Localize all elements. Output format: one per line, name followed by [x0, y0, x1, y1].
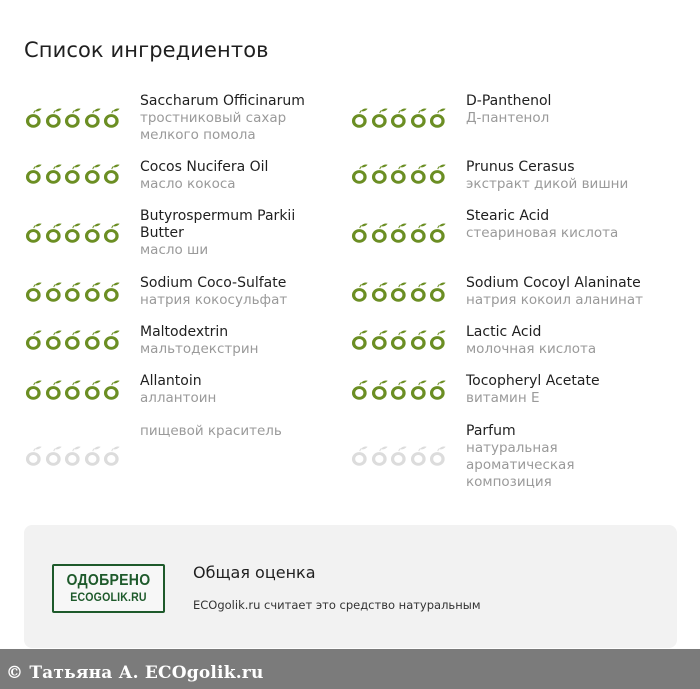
ingredient-description: пищевой краситель — [140, 423, 282, 439]
olive-icon — [389, 222, 409, 244]
olive-icon — [409, 222, 429, 244]
olive-icon — [24, 163, 44, 185]
ingredient-description: экстракт дикой вишни — [466, 176, 629, 192]
olive-icon — [63, 163, 83, 185]
ingredient-description: масло кокоса — [140, 176, 236, 192]
olive-icon — [409, 445, 429, 467]
olive-icon — [63, 107, 83, 129]
olive-icon — [409, 163, 429, 185]
olive-icon — [370, 222, 390, 244]
olive-icon — [83, 163, 103, 185]
ingredient-description: тростниковый сахар мелкого помола — [140, 110, 287, 143]
olive-icon — [370, 329, 390, 351]
ingredient-rating — [350, 222, 448, 244]
ingredient-description: натрия кокосульфат — [140, 292, 288, 308]
badge-line-1: ОДОБРЕНО — [66, 572, 151, 589]
ingredient-rating — [350, 445, 448, 467]
olive-icon — [409, 281, 429, 303]
ingredient-name: D-Panthenol — [466, 93, 552, 109]
ingredient-rating — [350, 379, 448, 401]
ingredient-name: Tocopheryl Acetate — [466, 373, 600, 389]
ingredient-description: стеариновая кислота — [466, 225, 619, 241]
ingredient-description: натуральная ароматическая композиция — [466, 440, 575, 490]
olive-icon — [44, 163, 64, 185]
ingredient-name: Lactic Acid — [466, 324, 542, 340]
olive-icon — [370, 445, 390, 467]
ingredient-text — [466, 324, 676, 358]
olive-icon — [83, 329, 103, 351]
olive-icon — [63, 329, 83, 351]
olive-icon — [370, 281, 390, 303]
olive-icon — [389, 329, 409, 351]
olive-icon — [63, 222, 83, 244]
ingredient-name: Sodium Coco-Sulfate — [140, 275, 287, 291]
ingredient-name: Maltodextrin — [140, 324, 229, 340]
page-title: Список ингредиентов — [24, 38, 269, 62]
ingredient-rating — [350, 163, 448, 185]
olive-icon — [63, 379, 83, 401]
olive-icon — [102, 107, 122, 129]
olive-icon — [350, 222, 370, 244]
approved-badge — [52, 564, 165, 613]
ingredient-description: Д-пантенол — [466, 110, 550, 126]
olive-icon — [350, 329, 370, 351]
badge-line-2: ECOGOLIK.RU — [70, 590, 147, 604]
ingredient-name: Butyrospermum Parkii Butter — [140, 208, 296, 241]
ingredient-name: Allantoin — [140, 373, 202, 389]
olive-icon — [44, 222, 64, 244]
ingredient-text — [140, 373, 350, 407]
ingredient-description: аллантоин — [140, 390, 217, 406]
olive-icon — [102, 329, 122, 351]
ingredient-text — [466, 275, 676, 309]
olive-icon — [389, 379, 409, 401]
olive-icon — [63, 445, 83, 467]
olive-icon — [389, 445, 409, 467]
olive-icon — [63, 281, 83, 303]
olive-icon — [389, 281, 409, 303]
olive-icon — [83, 445, 103, 467]
olive-icon — [409, 329, 429, 351]
olive-icon — [44, 329, 64, 351]
ingredient-description: натрия кокоил аланинат — [466, 292, 643, 308]
olive-icon — [24, 281, 44, 303]
olive-icon — [428, 329, 448, 351]
ingredient-text — [140, 208, 312, 259]
ingredient-rating — [350, 329, 448, 351]
olive-icon — [24, 222, 44, 244]
olive-icon — [428, 379, 448, 401]
ingredient-name: Saccharum Officinarum — [140, 93, 305, 109]
ingredient-description: масло ши — [140, 242, 209, 258]
olive-icon — [102, 445, 122, 467]
ingredient-text — [140, 159, 350, 193]
olive-icon — [389, 107, 409, 129]
olive-icon — [428, 107, 448, 129]
overall-rating-text: ECOgolik.ru считает это средство натуральным — [193, 598, 481, 612]
ingredient-text — [140, 324, 350, 358]
ingredient-name: Sodium Cocoyl Alaninate — [466, 275, 641, 291]
ingredient-rating — [24, 445, 122, 467]
olive-icon — [44, 445, 64, 467]
olive-icon — [83, 379, 103, 401]
ingredient-rating — [24, 107, 122, 129]
olive-icon — [428, 163, 448, 185]
watermark-bar — [0, 649, 700, 689]
olive-icon — [83, 281, 103, 303]
ingredient-text — [466, 423, 591, 491]
ingredient-rating — [24, 222, 122, 244]
olive-icon — [350, 281, 370, 303]
olive-icon — [24, 329, 44, 351]
olive-icon — [24, 107, 44, 129]
overall-rating-card — [24, 525, 677, 648]
ingredient-text — [466, 93, 676, 127]
olive-icon — [102, 379, 122, 401]
olive-icon — [102, 222, 122, 244]
olive-icon — [428, 445, 448, 467]
ingredient-text — [140, 93, 310, 144]
ingredient-rating — [24, 379, 122, 401]
ingredient-description: молочная кислота — [466, 341, 597, 357]
olive-icon — [409, 379, 429, 401]
olive-icon — [350, 107, 370, 129]
ingredient-name: Cocos Nucifera Oil — [140, 159, 269, 175]
olive-icon — [24, 379, 44, 401]
olive-icon — [102, 163, 122, 185]
olive-icon — [350, 445, 370, 467]
ingredient-text — [466, 208, 676, 242]
olive-icon — [350, 163, 370, 185]
ingredient-name: Stearic Acid — [466, 208, 550, 224]
ingredient-text — [140, 275, 350, 309]
olive-icon — [44, 281, 64, 303]
olive-icon — [83, 222, 103, 244]
olive-icon — [409, 107, 429, 129]
ingredient-name: Prunus Cerasus — [466, 159, 575, 175]
olive-icon — [370, 163, 390, 185]
ingredient-text — [466, 159, 676, 193]
ingredient-rating — [350, 107, 448, 129]
ingredient-rating — [350, 281, 448, 303]
olive-icon — [370, 107, 390, 129]
olive-icon — [428, 281, 448, 303]
olive-icon — [24, 445, 44, 467]
olive-icon — [83, 107, 103, 129]
ingredient-text — [466, 373, 676, 407]
olive-icon — [350, 379, 370, 401]
watermark-text: © Татьяна А. ECOgolik.ru — [6, 663, 264, 683]
ingredient-rating — [24, 281, 122, 303]
ingredient-description: витамин Е — [466, 390, 540, 406]
olive-icon — [370, 379, 390, 401]
olive-icon — [102, 281, 122, 303]
ingredient-rating — [24, 163, 122, 185]
olive-icon — [389, 163, 409, 185]
olive-icon — [428, 222, 448, 244]
overall-rating-title: Общая оценка — [193, 563, 316, 582]
olive-icon — [44, 107, 64, 129]
olive-icon — [44, 379, 64, 401]
ingredient-name: Parfum — [466, 423, 516, 439]
ingredient-description: мальтодекстрин — [140, 341, 259, 357]
ingredient-text — [140, 423, 350, 440]
ingredient-rating — [24, 329, 122, 351]
